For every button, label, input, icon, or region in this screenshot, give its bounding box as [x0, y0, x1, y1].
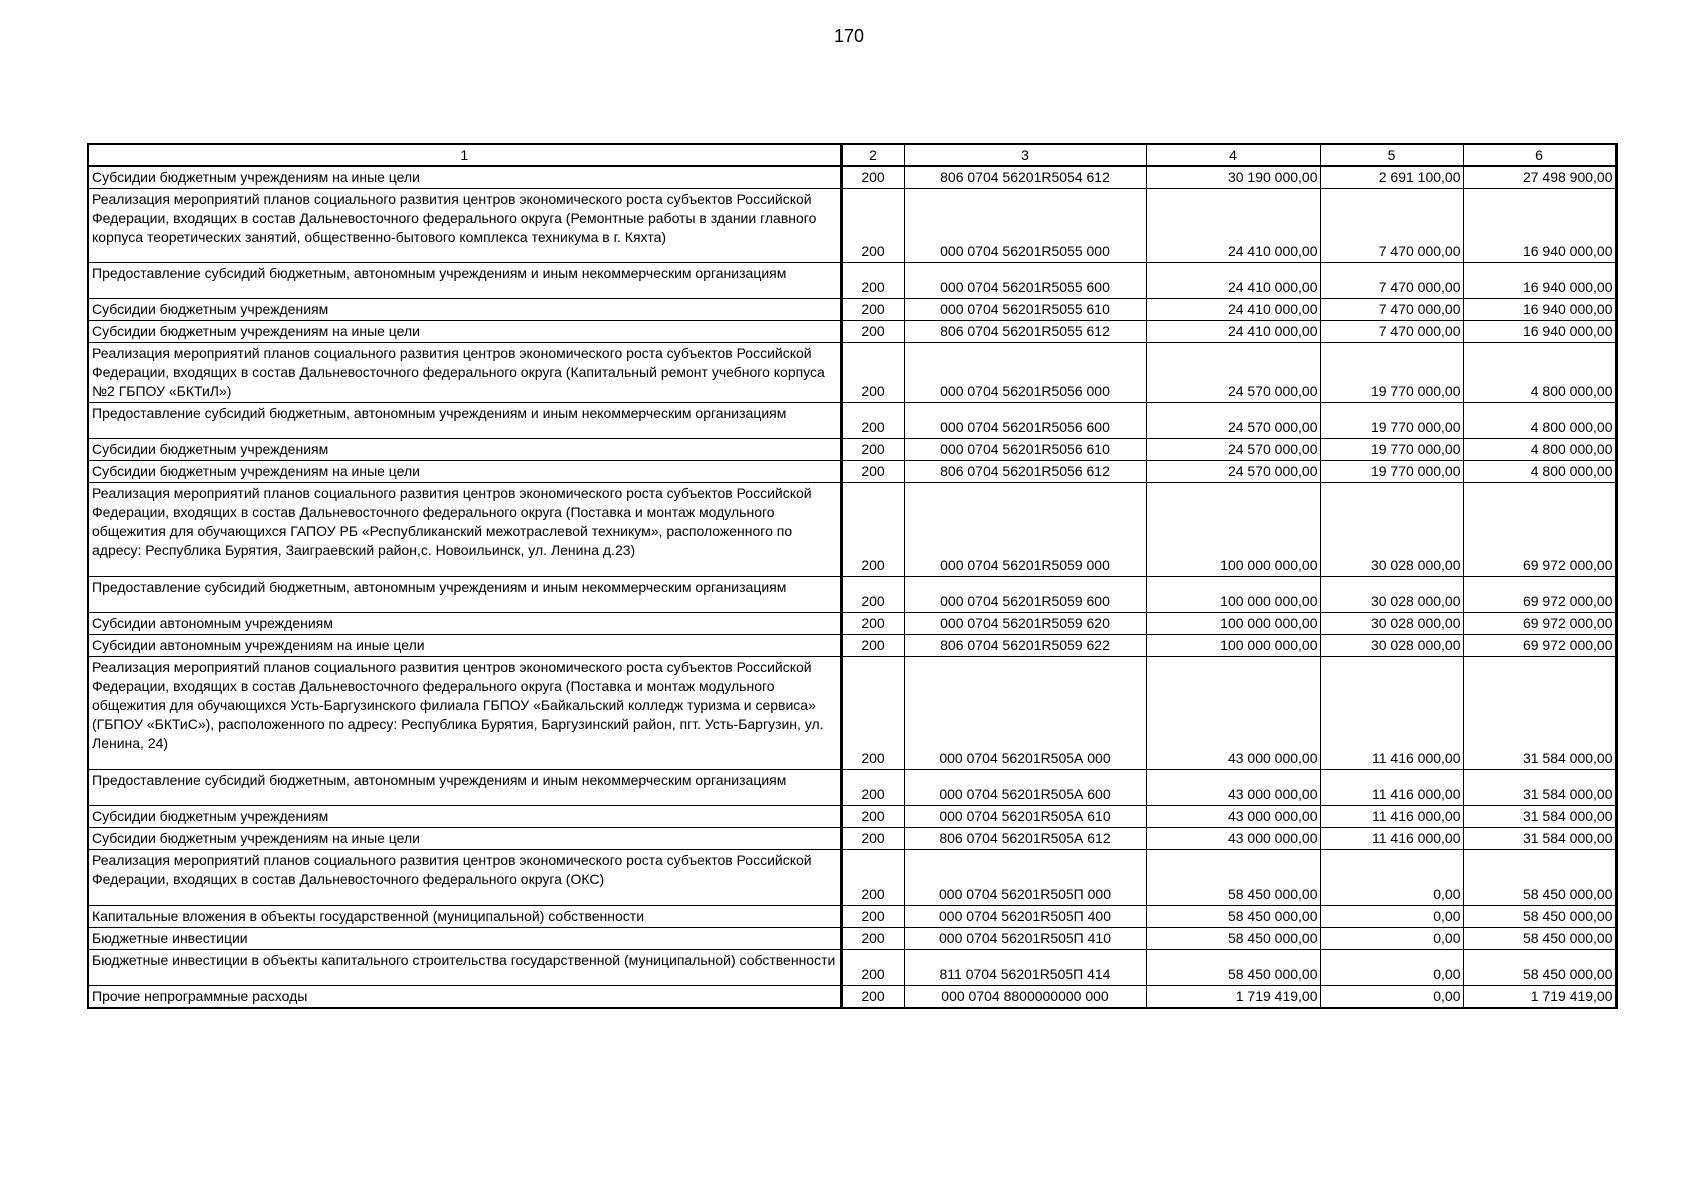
row-value-col6: 4 800 000,00 [1463, 461, 1616, 483]
row-section: 200 [841, 439, 904, 461]
row-section: 200 [841, 906, 904, 928]
row-value-col4: 24 410 000,00 [1146, 189, 1320, 263]
row-value-col5: 19 770 000,00 [1320, 403, 1463, 439]
row-name: Бюджетные инвестиции в объекты капитального строительства государственной (муниципальной) собственности [88, 950, 841, 986]
row-name: Предоставление субсидий бюджетным, автономным учреждениям и иным некоммерческим организациям [88, 770, 841, 806]
row-value-col5: 0,00 [1320, 850, 1463, 906]
row-value-col5: 30 028 000,00 [1320, 483, 1463, 577]
row-value-col4: 58 450 000,00 [1146, 906, 1320, 928]
row-value-col4: 30 190 000,00 [1146, 166, 1320, 189]
row-value-col5: 19 770 000,00 [1320, 439, 1463, 461]
row-code: 000 0704 56201R505А 600 [904, 770, 1146, 806]
row-value-col6: 58 450 000,00 [1463, 906, 1616, 928]
table-row [88, 166, 1616, 189]
table-row [88, 439, 1616, 461]
row-value-col6: 31 584 000,00 [1463, 657, 1616, 770]
row-name: Реализация мероприятий планов социального развития центров экономического роста субъектов Российской Федерации, входящих в состав Дальневосточного федерального округа (Поставка и монтаж модульного общежития для обучающихся ГАПОУ РБ «Республиканский межотраслевой техникум», расположенного по адресу: Республика Бурятия, Заиграевский район,с. Новоильинск, ул. Ленина д.23) [88, 483, 841, 577]
budget-table [87, 143, 1618, 1009]
row-value-col6: 58 450 000,00 [1463, 950, 1616, 986]
row-section: 200 [841, 321, 904, 343]
row-value-col6: 31 584 000,00 [1463, 828, 1616, 850]
table-row [88, 321, 1616, 343]
row-value-col4: 24 570 000,00 [1146, 439, 1320, 461]
row-code: 000 0704 56201R505П 410 [904, 928, 1146, 950]
row-value-col5: 7 470 000,00 [1320, 189, 1463, 263]
row-value-col6: 1 719 419,00 [1463, 986, 1616, 1009]
row-value-col6: 31 584 000,00 [1463, 806, 1616, 828]
row-value-col5: 19 770 000,00 [1320, 461, 1463, 483]
row-value-col6: 69 972 000,00 [1463, 483, 1616, 577]
row-code: 000 0704 56201R505П 000 [904, 850, 1146, 906]
column-header-1: 1 [88, 144, 841, 166]
row-name: Субсидии бюджетным учреждениям [88, 439, 841, 461]
row-section: 200 [841, 299, 904, 321]
row-name: Реализация мероприятий планов социального развития центров экономического роста субъектов Российской Федерации, входящих в состав Дальневосточного федерального округа (Капитальный ремонт учебного корпуса №2 ГБПОУ «БКТиЛ») [88, 343, 841, 403]
table-row [88, 657, 1616, 770]
row-value-col4: 43 000 000,00 [1146, 770, 1320, 806]
row-name: Субсидии бюджетным учреждениям [88, 299, 841, 321]
row-name: Реализация мероприятий планов социального развития центров экономического роста субъектов Российской Федерации, входящих в состав Дальневосточного федерального округа (Ремонтные работы в здании главного корпуса теоретических занятий, общественно-бытового комплекса техникума в г. Кяхта) [88, 189, 841, 263]
row-value-col5: 11 416 000,00 [1320, 806, 1463, 828]
row-section: 200 [841, 403, 904, 439]
row-section: 200 [841, 657, 904, 770]
table-row [88, 189, 1616, 263]
row-section: 200 [841, 950, 904, 986]
column-header-6: 6 [1463, 144, 1616, 166]
row-section: 200 [841, 461, 904, 483]
table-row [88, 403, 1616, 439]
table-row [88, 577, 1616, 613]
row-value-col5: 7 470 000,00 [1320, 263, 1463, 299]
row-name: Субсидии бюджетным учреждениям на иные цели [88, 321, 841, 343]
table-row [88, 263, 1616, 299]
row-value-col6: 4 800 000,00 [1463, 439, 1616, 461]
row-value-col4: 100 000 000,00 [1146, 577, 1320, 613]
row-section: 200 [841, 986, 904, 1009]
row-value-col4: 24 410 000,00 [1146, 321, 1320, 343]
row-section: 200 [841, 263, 904, 299]
row-code: 000 0704 56201R505А 610 [904, 806, 1146, 828]
row-name: Субсидии бюджетным учреждениям на иные цели [88, 166, 841, 189]
row-section: 200 [841, 166, 904, 189]
column-header-2: 2 [841, 144, 904, 166]
row-code: 806 0704 56201R5054 612 [904, 166, 1146, 189]
row-code: 000 0704 56201R5055 600 [904, 263, 1146, 299]
row-name: Реализация мероприятий планов социального развития центров экономического роста субъектов Российской Федерации, входящих в состав Дальневосточного федерального округа (Поставка и монтаж модульного общежития для обучающихся Усть-Баргузинского филиала ГБПОУ «Байкальский колледж туризма и сервиса» (ГБПОУ «БКТиС»), расположенного по адресу: Республика Бурятия, Баргузинский район, пгт. Усть-Баргузин, ул. Ленина, 24) [88, 657, 841, 770]
row-code: 000 0704 56201R5056 610 [904, 439, 1146, 461]
row-code: 000 0704 56201R5055 610 [904, 299, 1146, 321]
row-value-col4: 100 000 000,00 [1146, 483, 1320, 577]
table-row [88, 299, 1616, 321]
row-code: 806 0704 56201R5055 612 [904, 321, 1146, 343]
row-section: 200 [841, 189, 904, 263]
row-value-col4: 43 000 000,00 [1146, 828, 1320, 850]
row-code: 806 0704 56201R5059 622 [904, 635, 1146, 657]
row-code: 000 0704 56201R5056 600 [904, 403, 1146, 439]
row-name: Прочие непрограммные расходы [88, 986, 841, 1009]
row-name: Реализация мероприятий планов социального развития центров экономического роста субъектов Российской Федерации, входящих в состав Дальневосточного федерального округа (ОКС) [88, 850, 841, 906]
row-code: 806 0704 56201R5056 612 [904, 461, 1146, 483]
table-row [88, 483, 1616, 577]
row-name: Субсидии автономным учреждениям на иные цели [88, 635, 841, 657]
column-header-3: 3 [904, 144, 1146, 166]
row-value-col4: 24 410 000,00 [1146, 263, 1320, 299]
row-value-col5: 0,00 [1320, 950, 1463, 986]
row-name: Предоставление субсидий бюджетным, автономным учреждениям и иным некоммерческим организациям [88, 403, 841, 439]
table-row [88, 770, 1616, 806]
row-name: Субсидии бюджетным учреждениям на иные цели [88, 828, 841, 850]
row-value-col5: 19 770 000,00 [1320, 343, 1463, 403]
row-value-col6: 16 940 000,00 [1463, 321, 1616, 343]
row-value-col5: 0,00 [1320, 986, 1463, 1009]
row-value-col6: 69 972 000,00 [1463, 577, 1616, 613]
row-code: 806 0704 56201R505А 612 [904, 828, 1146, 850]
row-code: 000 0704 56201R5059 600 [904, 577, 1146, 613]
table-row [88, 928, 1616, 950]
column-header-4: 4 [1146, 144, 1320, 166]
table-row [88, 343, 1616, 403]
row-value-col5: 11 416 000,00 [1320, 657, 1463, 770]
row-name: Предоставление субсидий бюджетным, автономным учреждениям и иным некоммерческим организациям [88, 577, 841, 613]
row-code: 000 0704 56201R505А 000 [904, 657, 1146, 770]
row-value-col6: 4 800 000,00 [1463, 403, 1616, 439]
table-row [88, 986, 1616, 1009]
header-row [88, 144, 1616, 166]
row-value-col5: 2 691 100,00 [1320, 166, 1463, 189]
row-section: 200 [841, 483, 904, 577]
row-value-col4: 1 719 419,00 [1146, 986, 1320, 1009]
table-row [88, 613, 1616, 635]
table-row [88, 950, 1616, 986]
row-value-col6: 4 800 000,00 [1463, 343, 1616, 403]
row-value-col5: 7 470 000,00 [1320, 321, 1463, 343]
row-value-col4: 43 000 000,00 [1146, 806, 1320, 828]
row-name: Бюджетные инвестиции [88, 928, 841, 950]
row-value-col6: 69 972 000,00 [1463, 635, 1616, 657]
row-value-col5: 30 028 000,00 [1320, 635, 1463, 657]
row-value-col5: 0,00 [1320, 928, 1463, 950]
row-name: Субсидии бюджетным учреждениям [88, 806, 841, 828]
row-value-col6: 16 940 000,00 [1463, 299, 1616, 321]
row-section: 200 [841, 828, 904, 850]
row-value-col5: 0,00 [1320, 906, 1463, 928]
row-section: 200 [841, 577, 904, 613]
table-row [88, 635, 1616, 657]
row-value-col6: 58 450 000,00 [1463, 850, 1616, 906]
row-section: 200 [841, 806, 904, 828]
table-row [88, 461, 1616, 483]
row-section: 200 [841, 928, 904, 950]
page-number: 170 [833, 26, 865, 46]
row-value-col4: 24 570 000,00 [1146, 403, 1320, 439]
row-name: Капитальные вложения в объекты государственной (муниципальной) собственности [88, 906, 841, 928]
row-value-col4: 24 570 000,00 [1146, 461, 1320, 483]
row-section: 200 [841, 635, 904, 657]
row-value-col4: 100 000 000,00 [1146, 613, 1320, 635]
table-row [88, 828, 1616, 850]
row-section: 200 [841, 770, 904, 806]
row-value-col5: 11 416 000,00 [1320, 770, 1463, 806]
row-code: 000 0704 56201R5056 000 [904, 343, 1146, 403]
row-name: Предоставление субсидий бюджетным, автономным учреждениям и иным некоммерческим организациям [88, 263, 841, 299]
row-code: 000 0704 8800000000 000 [904, 986, 1146, 1009]
row-code: 000 0704 56201R5055 000 [904, 189, 1146, 263]
row-value-col5: 30 028 000,00 [1320, 577, 1463, 613]
table-row [88, 850, 1616, 906]
row-value-col4: 58 450 000,00 [1146, 850, 1320, 906]
row-value-col6: 16 940 000,00 [1463, 189, 1616, 263]
row-value-col5: 30 028 000,00 [1320, 613, 1463, 635]
table-row [88, 906, 1616, 928]
row-value-col4: 24 410 000,00 [1146, 299, 1320, 321]
row-value-col5: 11 416 000,00 [1320, 828, 1463, 850]
row-name: Субсидии автономным учреждениям [88, 613, 841, 635]
row-value-col6: 16 940 000,00 [1463, 263, 1616, 299]
row-value-col6: 31 584 000,00 [1463, 770, 1616, 806]
row-code: 000 0704 56201R505П 400 [904, 906, 1146, 928]
row-value-col6: 27 498 900,00 [1463, 166, 1616, 189]
row-value-col6: 58 450 000,00 [1463, 928, 1616, 950]
table-row [88, 806, 1616, 828]
row-name: Субсидии бюджетным учреждениям на иные цели [88, 461, 841, 483]
row-value-col4: 100 000 000,00 [1146, 635, 1320, 657]
column-header-5: 5 [1320, 144, 1463, 166]
row-code: 811 0704 56201R505П 414 [904, 950, 1146, 986]
row-section: 200 [841, 343, 904, 403]
row-code: 000 0704 56201R5059 000 [904, 483, 1146, 577]
row-value-col4: 24 570 000,00 [1146, 343, 1320, 403]
row-value-col4: 58 450 000,00 [1146, 928, 1320, 950]
row-code: 000 0704 56201R5059 620 [904, 613, 1146, 635]
row-value-col4: 58 450 000,00 [1146, 950, 1320, 986]
row-value-col4: 43 000 000,00 [1146, 657, 1320, 770]
row-section: 200 [841, 850, 904, 906]
row-value-col6: 69 972 000,00 [1463, 613, 1616, 635]
row-section: 200 [841, 613, 904, 635]
row-value-col5: 7 470 000,00 [1320, 299, 1463, 321]
